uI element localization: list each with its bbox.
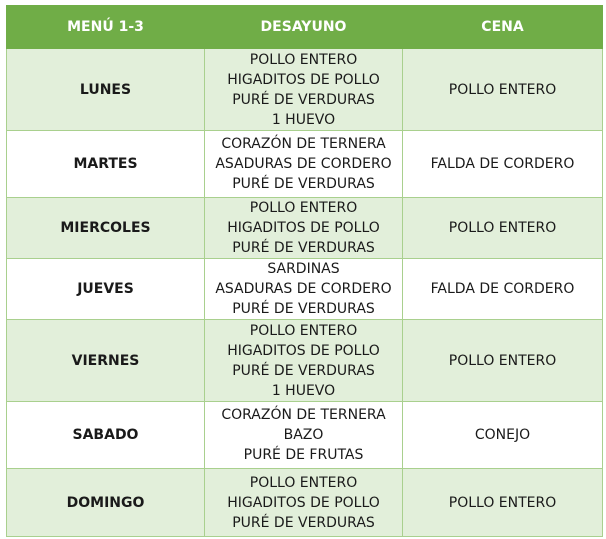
dinner-cell: POLLO ENTERO: [403, 198, 603, 259]
day-cell: MARTES: [7, 131, 205, 198]
dinner-cell: FALDA DE CORDERO: [403, 131, 603, 198]
breakfast-item: POLLO ENTERO: [249, 51, 358, 68]
breakfast-item: CORAZÓN DE TERNERA: [221, 407, 386, 423]
breakfast-cell: [205, 131, 403, 198]
breakfast-item: BAZO: [283, 427, 324, 443]
table-row: [7, 49, 603, 131]
breakfast-cell: [205, 49, 403, 131]
table-body: [7, 49, 603, 537]
breakfast-item: HIGADITOS DE POLLO: [227, 494, 380, 511]
breakfast-cell: [205, 320, 403, 402]
breakfast-item: PURÉ DE VERDURAS: [232, 91, 375, 108]
breakfast-cell: [205, 402, 403, 469]
breakfast-item: PURÉ DE VERDURAS: [232, 514, 375, 531]
breakfast-item: POLLO ENTERO: [249, 322, 358, 339]
breakfast-item: CORAZÓN DE TERNERA: [221, 136, 386, 152]
breakfast-item: 1 HUEVO: [271, 382, 336, 399]
breakfast-item: PURÉ DE VERDURAS: [232, 240, 375, 256]
breakfast-item: HIGADITOS DE POLLO: [227, 220, 380, 236]
header-row: [7, 6, 603, 49]
header-dinner: CENA: [403, 6, 603, 49]
weekly-menu-table: [6, 5, 603, 537]
day-cell: SABADO: [7, 402, 205, 469]
dinner-cell: CONEJO: [403, 402, 603, 469]
breakfast-item: ASADURAS DE CORDERO: [215, 156, 392, 172]
day-cell: LUNES: [7, 49, 205, 131]
table-row: [7, 259, 603, 320]
breakfast-cell: [205, 259, 403, 320]
dinner-cell: FALDA DE CORDERO: [403, 259, 603, 320]
table-row: [7, 131, 603, 198]
breakfast-item: POLLO ENTERO: [249, 200, 358, 216]
day-cell: VIERNES: [7, 320, 205, 402]
table-row: [7, 320, 603, 402]
table-header: [7, 6, 603, 49]
header-menu: MENÚ 1-3: [7, 6, 205, 49]
day-cell: MIERCOLES: [7, 198, 205, 259]
breakfast-item: PURÉ DE VERDURAS: [232, 362, 375, 379]
breakfast-cell: [205, 198, 403, 259]
dinner-cell: POLLO ENTERO: [403, 469, 603, 537]
day-cell: JUEVES: [7, 259, 205, 320]
breakfast-item: HIGADITOS DE POLLO: [227, 342, 380, 359]
breakfast-item: ASADURAS DE CORDERO: [215, 281, 392, 297]
breakfast-item: SARDINAS: [267, 261, 340, 277]
table-row: [7, 402, 603, 469]
breakfast-item: PURÉ DE FRUTAS: [243, 447, 364, 463]
header-breakfast: DESAYUNO: [205, 6, 403, 49]
dinner-cell: POLLO ENTERO: [403, 49, 603, 131]
breakfast-item: POLLO ENTERO: [249, 474, 358, 491]
breakfast-item: PURÉ DE VERDURAS: [232, 176, 375, 192]
table-row: [7, 198, 603, 259]
breakfast-cell: [205, 469, 403, 537]
table-row: [7, 469, 603, 537]
breakfast-item: HIGADITOS DE POLLO: [227, 71, 380, 88]
dinner-cell: POLLO ENTERO: [403, 320, 603, 402]
breakfast-item: 1 HUEVO: [271, 111, 336, 128]
day-cell: DOMINGO: [7, 469, 205, 537]
breakfast-item: PURÉ DE VERDURAS: [232, 301, 375, 317]
